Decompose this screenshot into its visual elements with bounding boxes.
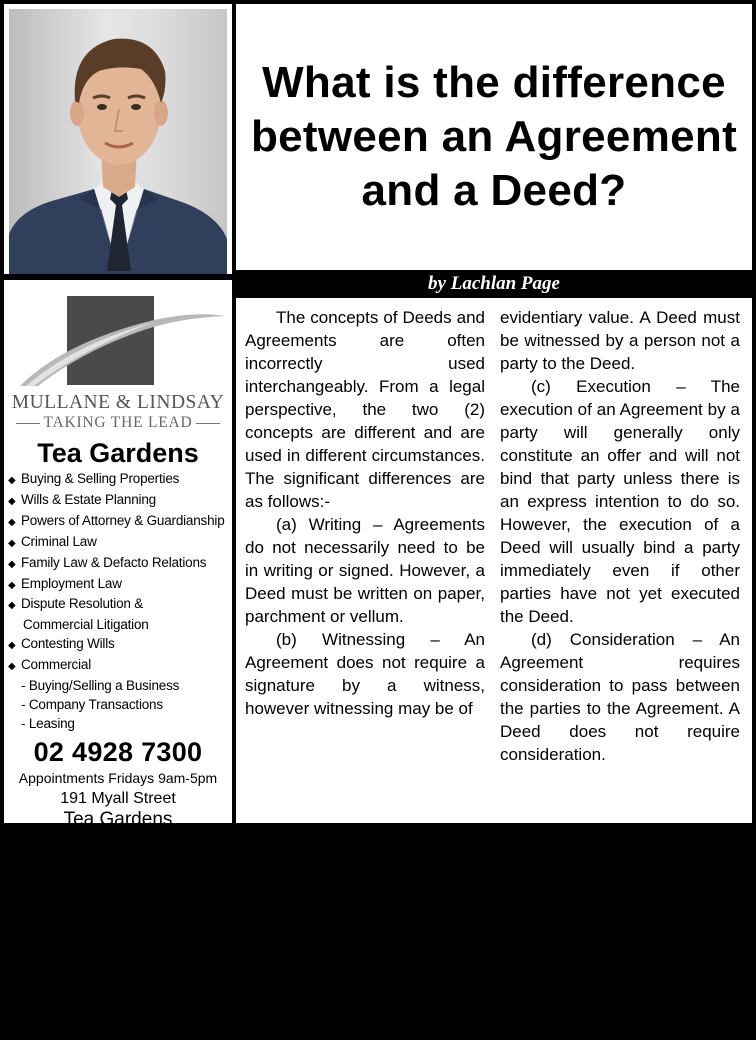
website-url: www.mullanelindsay.com.au [19, 831, 217, 849]
diamond-bullet-icon: ◆ [8, 516, 16, 528]
tagline-rule-right [196, 423, 220, 424]
street-address: 191 Myall Street [60, 789, 176, 807]
diamond-bullet-icon: ◆ [8, 640, 16, 652]
article-paragraph: (d) Consideration – An Agreement requires consideration to pass between the parties to the Agreement. A Deed does not require consideration. [500, 630, 740, 764]
portrait-illustration [9, 9, 227, 274]
firm-logo-icon [4, 292, 232, 390]
article-column-left [245, 306, 485, 823]
service-item: ◆ Commercial [8, 656, 232, 677]
office-location-heading: Tea Gardens [37, 438, 199, 468]
article-column-right [500, 306, 740, 823]
diamond-bullet-icon: ◆ [8, 661, 16, 673]
diamond-bullet-icon: ◆ [8, 579, 16, 591]
firm-name: MULLANE & LINDSAY [11, 392, 225, 413]
square-swoosh-logo-icon [4, 292, 232, 390]
article-paragraph: (a) Writing – Agreements do not necessarily need to be in writing or signed. However, a Deed must be written on paper, parchment or vellum. [245, 515, 485, 626]
tagline-row [4, 414, 232, 432]
article-paragraph: (b) Witnessing – An Agreement does not require a signature by a witness, however witnessing may be of [245, 630, 485, 718]
service-subitem: - Leasing [21, 715, 75, 731]
service-subitem: - Buying/Selling a Business [21, 678, 180, 694]
diamond-bullet-icon: ◆ [8, 475, 16, 486]
article-byline: by Lachlan Page [428, 273, 560, 294]
law-firm-advertisement [4, 280, 232, 1033]
services-list [4, 470, 232, 734]
article-body [236, 298, 752, 823]
diamond-bullet-icon: ◆ [8, 558, 16, 570]
service-item: ◆ Criminal Law [8, 533, 232, 554]
article-paragraph: The concepts of Deeds and Agreements are often incorrectly used interchangeably. From a legal perspective, the two (2) concepts are different and are used in different circumstances. The significant differences are as follows:- [245, 308, 485, 511]
author-portrait-photo [9, 9, 227, 274]
author-photo-frame [4, 4, 232, 274]
service-item: ◆ Buying & Selling Properties [8, 470, 232, 491]
ad-reference-note: NOTAGraphics - Ref: MULL 004719 [6, 967, 25, 1033]
article-title: What is the difference between an Agreement and a Deed? [250, 58, 738, 215]
service-item: ◆ Employment Law [8, 575, 232, 596]
phone-number: 02 4928 7300 [33, 736, 203, 767]
service-item: ◆ Contesting Wills [8, 635, 232, 656]
headline-panel [236, 4, 752, 270]
service-item: ◆ Powers of Attorney & Guardianship [8, 512, 232, 533]
town-name: Tea Gardens [63, 808, 173, 830]
article-paragraph: (c) Execution – The execution of an Agreement by a party will generally only constitute an offer and will not bind that party unless there is an express intention to do so. However, the execution of a Deed will usually bind a party immediately even if other parties have not yet executed the Deed. [500, 377, 740, 626]
service-item-continued: Commercial Litigation [23, 617, 149, 633]
firm-tagline: TAKING THE LEAD [43, 414, 193, 431]
service-item: ◆ Dispute Resolution & [8, 595, 232, 616]
service-item: ◆ Family Law & Defacto Relations [8, 554, 232, 575]
diamond-bullet-icon: ◆ [8, 600, 16, 612]
service-item: ◆ Wills & Estate Planning [8, 491, 232, 512]
appointment-hours: Appointments Fridays 9am-5pm [18, 769, 218, 786]
diamond-bullet-icon: ◆ [8, 537, 16, 549]
diamond-bullet-icon: ◆ [8, 495, 16, 507]
service-subitem: - Company Transactions [21, 696, 163, 712]
tagline-rule-left [16, 423, 40, 424]
article-paragraph: evidentiary value. A Deed must be witnessed by a person not a party to the Deed. [500, 308, 740, 373]
